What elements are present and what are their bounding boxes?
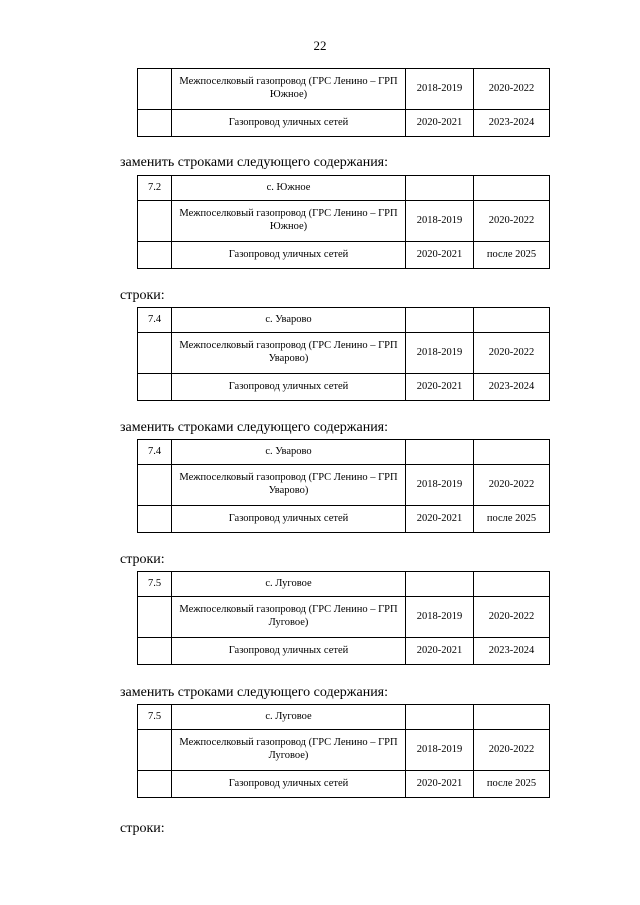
- table-row: [138, 201, 550, 242]
- cell-end-period: после 2025: [474, 506, 550, 533]
- cell-object-name: Межпоселковый газопровод (ГРС Ленино – ГРП Уварово): [172, 333, 406, 374]
- cell-start-period: 2018-2019: [406, 69, 474, 110]
- cell-end-period: [474, 176, 550, 201]
- instruction-rows: строки:: [120, 288, 165, 303]
- cell-settlement-name: с. Южное: [172, 176, 406, 201]
- table-row: [138, 242, 550, 269]
- cell-object-name: Газопровод уличных сетей: [172, 771, 406, 798]
- table-row: [138, 506, 550, 533]
- cell-number: [138, 506, 172, 533]
- table-row: [138, 440, 550, 465]
- cell-settlement-name: с. Луговое: [172, 705, 406, 730]
- cell-number: [138, 465, 172, 506]
- cell-number: [138, 201, 172, 242]
- cell-start-period: 2018-2019: [406, 597, 474, 638]
- cell-number: [138, 374, 172, 401]
- cell-number: [138, 730, 172, 771]
- cell-end-period: [474, 705, 550, 730]
- cell-object-name: Газопровод уличных сетей: [172, 242, 406, 269]
- table-row: [138, 69, 550, 110]
- amendment-table-1: [137, 175, 550, 269]
- cell-start-period: [406, 308, 474, 333]
- cell-settlement-name: с. Уварово: [172, 308, 406, 333]
- cell-object-name: Межпоселковый газопровод (ГРС Ленино – ГРП Южное): [172, 69, 406, 110]
- cell-start-period: 2018-2019: [406, 465, 474, 506]
- table-row: [138, 730, 550, 771]
- cell-start-period: 2020-2021: [406, 374, 474, 401]
- cell-start-period: 2020-2021: [406, 638, 474, 665]
- cell-object-name: Газопровод уличных сетей: [172, 110, 406, 137]
- cell-object-name: Межпоселковый газопровод (ГРС Ленино – ГРП Луговое): [172, 597, 406, 638]
- cell-end-period: 2023-2024: [474, 374, 550, 401]
- cell-number: 7.5: [138, 705, 172, 730]
- cell-end-period: 2020-2022: [474, 465, 550, 506]
- cell-start-period: [406, 705, 474, 730]
- cell-number: [138, 597, 172, 638]
- cell-end-period: [474, 572, 550, 597]
- cell-number: [138, 771, 172, 798]
- cell-object-name: Межпоселковый газопровод (ГРС Ленино – ГРП Уварово): [172, 465, 406, 506]
- cell-start-period: [406, 176, 474, 201]
- instruction-replace: заменить строками следующего содержания:: [120, 155, 389, 170]
- cell-start-period: [406, 572, 474, 597]
- table-row: [138, 705, 550, 730]
- cell-settlement-name: с. Луговое: [172, 572, 406, 597]
- instruction-replace: заменить строками следующего содержания:: [120, 685, 389, 700]
- cell-number: [138, 638, 172, 665]
- cell-number: 7.5: [138, 572, 172, 597]
- instruction-rows: строки:: [120, 552, 165, 567]
- amendment-table-5: [137, 704, 550, 798]
- cell-object-name: Газопровод уличных сетей: [172, 374, 406, 401]
- cell-start-period: 2020-2021: [406, 242, 474, 269]
- cell-end-period: после 2025: [474, 242, 550, 269]
- cell-number: [138, 333, 172, 374]
- table-row: [138, 572, 550, 597]
- table-row: [138, 176, 550, 201]
- cell-start-period: 2020-2021: [406, 771, 474, 798]
- cell-start-period: 2018-2019: [406, 201, 474, 242]
- cell-number: 7.4: [138, 308, 172, 333]
- cell-object-name: Газопровод уличных сетей: [172, 506, 406, 533]
- cell-end-period: 2020-2022: [474, 333, 550, 374]
- cell-object-name: Межпоселковый газопровод (ГРС Ленино – ГРП Луговое): [172, 730, 406, 771]
- cell-number: [138, 110, 172, 137]
- cell-object-name: Газопровод уличных сетей: [172, 638, 406, 665]
- cell-number: 7.4: [138, 440, 172, 465]
- amendment-table-3: [137, 439, 550, 533]
- amendment-table-4: [137, 571, 550, 665]
- cell-number: 7.2: [138, 176, 172, 201]
- cell-end-period: [474, 440, 550, 465]
- table-row: [138, 638, 550, 665]
- cell-end-period: 2020-2022: [474, 69, 550, 110]
- instruction-rows: строки:: [120, 821, 165, 836]
- instruction-replace: заменить строками следующего содержания:: [120, 420, 389, 435]
- cell-start-period: 2020-2021: [406, 506, 474, 533]
- cell-end-period: 2020-2022: [474, 597, 550, 638]
- table-row: [138, 333, 550, 374]
- cell-end-period: 2020-2022: [474, 201, 550, 242]
- amendment-table-0: [137, 68, 550, 137]
- table-row: [138, 771, 550, 798]
- amendment-table-2: [137, 307, 550, 401]
- cell-end-period: [474, 308, 550, 333]
- table-row: [138, 597, 550, 638]
- cell-end-period: после 2025: [474, 771, 550, 798]
- cell-object-name: Межпоселковый газопровод (ГРС Ленино – ГРП Южное): [172, 201, 406, 242]
- cell-number: [138, 242, 172, 269]
- page-number: 22: [313, 38, 327, 53]
- table-row: [138, 308, 550, 333]
- cell-settlement-name: с. Уварово: [172, 440, 406, 465]
- table-row: [138, 374, 550, 401]
- table-row: [138, 465, 550, 506]
- cell-start-period: [406, 440, 474, 465]
- table-row: [138, 110, 550, 137]
- cell-start-period: 2018-2019: [406, 333, 474, 374]
- cell-start-period: 2018-2019: [406, 730, 474, 771]
- cell-end-period: 2023-2024: [474, 110, 550, 137]
- cell-start-period: 2020-2021: [406, 110, 474, 137]
- cell-number: [138, 69, 172, 110]
- cell-end-period: 2020-2022: [474, 730, 550, 771]
- cell-end-period: 2023-2024: [474, 638, 550, 665]
